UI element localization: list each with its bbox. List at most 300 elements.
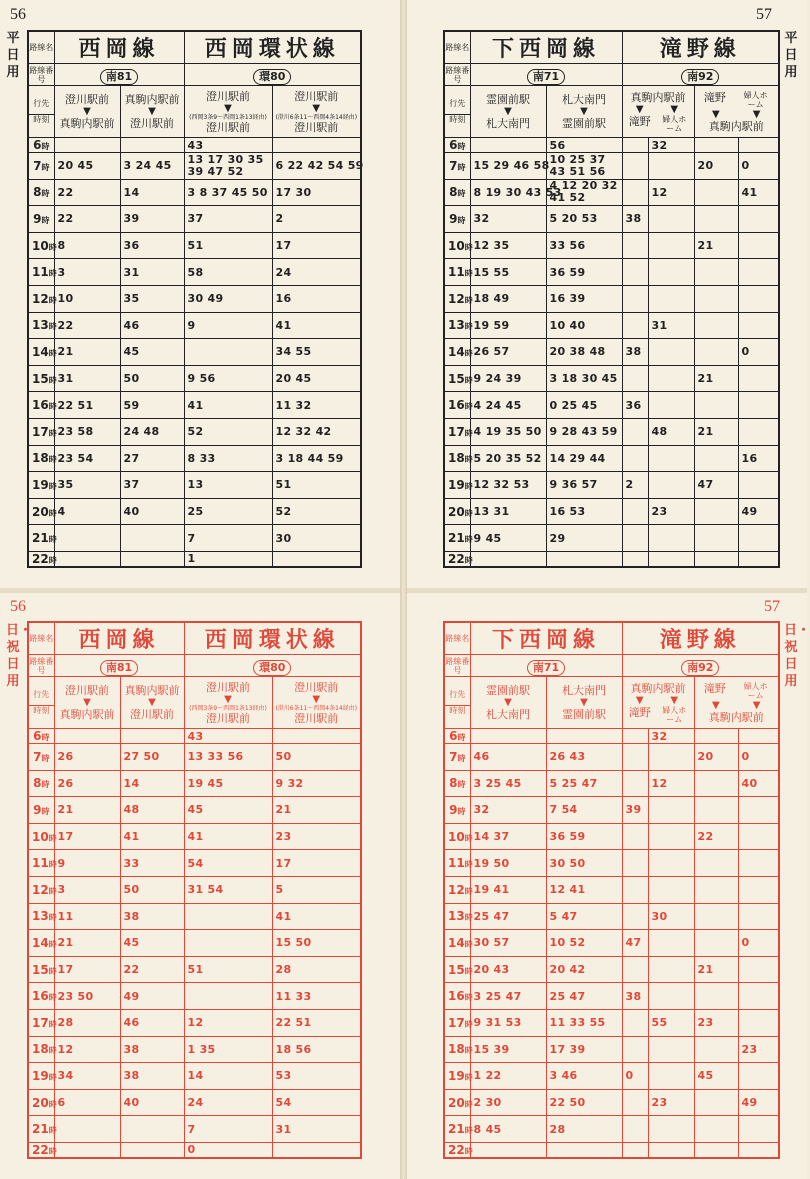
departure-minutes-cell: 26 57 (470, 339, 546, 366)
departure-minutes-cell (648, 339, 694, 366)
hour-row (444, 232, 779, 259)
departure-minutes-cell: 33 (120, 850, 184, 877)
departure-minutes-cell: 36 59 (546, 259, 622, 286)
hour-cell (28, 206, 54, 233)
hour-cell (444, 1116, 473, 1143)
direction-to: 滝野 (628, 114, 651, 128)
departure-minutes-cell: 3 8 37 45 50 (184, 179, 272, 206)
hour-suffix: 時 (48, 993, 57, 1003)
departure-minutes-cell (272, 1142, 361, 1158)
departure-minutes-cell: 30 49 (184, 285, 272, 312)
departure-minutes-cell: 17 39 (546, 1036, 622, 1063)
hour-value: 8 (33, 776, 42, 791)
departure-minutes-cell (694, 312, 738, 339)
departure-minutes-cell (738, 472, 779, 499)
holiday-label-left: 日・祝日用 (6, 623, 33, 689)
departure-minutes-cell (120, 729, 184, 744)
direction-from: 澄川駅前 (206, 680, 251, 694)
down-arrow-icon: ▼ (670, 103, 679, 115)
departure-minutes-cell (272, 551, 361, 567)
departure-minutes-cell: 49 (738, 498, 779, 525)
departure-minutes-cell: 21 (694, 232, 738, 259)
route-via-note: (西岡3条9〜西岡1条13経由) (189, 704, 267, 712)
departure-minutes-cell (738, 551, 779, 567)
departure-minutes-cell: 49 (120, 983, 184, 1010)
hour-cell (28, 472, 57, 499)
departure-minutes-cell: 5 (272, 876, 361, 903)
hour-row (444, 153, 779, 180)
hour-value: 16 (32, 989, 49, 1004)
hour-row (28, 418, 361, 445)
departure-minutes-cell (738, 365, 779, 392)
hour-suffix: 時 (48, 913, 57, 923)
departure-minutes-cell: 41 (272, 903, 361, 930)
hour-suffix: 時 (464, 242, 473, 252)
departure-minutes-cell: 9 56 (184, 365, 272, 392)
departure-minutes-cell (738, 983, 779, 1010)
hour-row (28, 392, 361, 419)
route-badge-minami71: 南71 (527, 660, 565, 676)
departure-minutes-cell (622, 232, 648, 259)
departure-minutes-cell (694, 498, 738, 525)
line-title-nishioka-loop: 西岡環状線 (184, 31, 361, 64)
hour-row (28, 744, 361, 771)
down-arrow-icon: ▼ (224, 693, 232, 705)
hour-suffix: 時 (48, 242, 57, 252)
departure-minutes-cell: 29 (546, 525, 622, 552)
departure-minutes-cell: 1 35 (184, 1036, 272, 1063)
hour-row (444, 930, 779, 957)
departure-minutes-cell: 25 47 (546, 983, 622, 1010)
departure-minutes-cell (648, 956, 694, 983)
direction-to: 札大南門 (486, 708, 530, 721)
departure-minutes-cell: 21 (54, 339, 120, 366)
departure-minutes-cell: 46 (120, 312, 184, 339)
hour-suffix: 時 (48, 455, 57, 465)
hour-suffix: 時 (457, 753, 466, 763)
departure-minutes-cell: 23 (272, 823, 361, 850)
hour-suffix: 時 (48, 1146, 57, 1156)
hour-row (28, 797, 361, 824)
hour-row (444, 206, 779, 233)
page-number-left-holiday: 56 (10, 598, 26, 615)
hour-suffix: 時 (48, 555, 57, 565)
hour-row (444, 392, 779, 419)
hour-row (444, 179, 779, 206)
direction-from: 澄川駅前 (206, 89, 251, 103)
hour-suffix: 時 (464, 939, 473, 949)
hour-row (444, 1142, 779, 1158)
departure-minutes-cell: 20 38 48 (546, 339, 622, 366)
departure-minutes-cell (648, 876, 694, 903)
hour-value: 13 (448, 318, 465, 333)
hour-suffix: 時 (464, 833, 473, 843)
hour-cell (444, 770, 470, 797)
direction-from: 霊園前駅 (486, 684, 530, 697)
hour-suffix: 時 (48, 833, 57, 843)
departure-minutes-cell (738, 876, 779, 903)
hour-value: 19 (32, 1068, 49, 1083)
departure-minutes-cell: 8 33 (184, 445, 272, 472)
direction-to: 札大南門 (486, 117, 530, 130)
departure-minutes-cell: 31 (120, 259, 184, 286)
hour-cell (444, 498, 473, 525)
hour-suffix: 時 (464, 1072, 473, 1082)
departure-minutes-cell: 21 (54, 930, 120, 957)
hour-row (28, 1116, 361, 1143)
departure-minutes-cell: 25 47 (470, 903, 546, 930)
departure-minutes-cell (622, 551, 648, 567)
departure-minutes-cell: 43 (184, 138, 272, 153)
line-title-nishioka: 西岡線 (54, 31, 184, 64)
departure-minutes-cell (738, 285, 779, 312)
departure-minutes-cell (54, 729, 120, 744)
hour-cell (28, 525, 57, 552)
departure-minutes-cell: 15 55 (470, 259, 546, 286)
departure-minutes-cell (694, 551, 738, 567)
departure-minutes-cell: 23 (738, 1036, 779, 1063)
hour-cell (444, 153, 470, 180)
departure-minutes-cell: 37 (184, 206, 272, 233)
hour-value: 11 (32, 856, 49, 871)
departure-minutes-cell: 20 42 (546, 956, 622, 983)
departure-minutes-cell: 39 (120, 206, 184, 233)
hour-row (28, 850, 361, 877)
departure-minutes-cell: 40 (120, 498, 184, 525)
hour-suffix: 時 (464, 481, 473, 491)
page-number-left: 56 (10, 6, 26, 23)
departure-minutes-cell (54, 1116, 120, 1143)
departure-minutes-cell: 13 33 56 (184, 744, 272, 771)
departure-minutes-cell: 8 (54, 232, 120, 259)
hour-cell (28, 1009, 57, 1036)
hour-value: 15 (448, 371, 465, 386)
departure-minutes-cell: 34 55 (272, 339, 361, 366)
departure-minutes-cell: 22 51 (54, 392, 120, 419)
departure-minutes-cell (694, 138, 738, 153)
hour-cell (28, 823, 57, 850)
direction-from: 婦人ホーム (743, 681, 768, 700)
route-badge-kan80: 環80 (253, 660, 291, 676)
departure-minutes-cell (694, 903, 738, 930)
hour-suffix: 時 (464, 348, 473, 358)
hour-suffix: 時 (48, 269, 57, 279)
hour-row (28, 876, 361, 903)
departure-minutes-cell (54, 1142, 120, 1158)
departure-minutes-cell: 8 19 30 43 53 (470, 179, 546, 206)
holiday-label-right: 日・祝日用 (784, 623, 810, 689)
departure-minutes-cell: 31 (648, 312, 694, 339)
hour-suffix: 時 (48, 375, 57, 385)
departure-minutes-cell (120, 525, 184, 552)
departure-minutes-cell (54, 525, 120, 552)
direction-from: 滝野 (703, 90, 726, 104)
direction-to: 真駒内駅前 (59, 117, 115, 130)
hour-row (444, 498, 779, 525)
hour-value: 12 (32, 291, 49, 306)
departure-minutes-cell (694, 850, 738, 877)
hour-suffix: 時 (48, 1019, 57, 1029)
departure-minutes-cell: 0 (184, 1142, 272, 1158)
departure-minutes-cell: 17 (272, 232, 361, 259)
departure-minutes-cell (622, 1116, 648, 1143)
departure-minutes-cell: 2 30 (470, 1089, 546, 1116)
departure-minutes-cell: 24 48 (120, 418, 184, 445)
hour-suffix: 時 (48, 1046, 57, 1056)
hour-cell (444, 876, 473, 903)
departure-minutes-cell (738, 392, 779, 419)
hour-value: 6 (33, 729, 42, 743)
departure-minutes-cell: 12 32 53 (470, 472, 546, 499)
departure-minutes-cell (738, 259, 779, 286)
departure-minutes-cell (120, 138, 184, 153)
departure-minutes-cell: 0 25 45 (546, 392, 622, 419)
hour-value: 22 (448, 551, 465, 566)
hour-suffix: 時 (464, 993, 473, 1003)
departure-minutes-cell: 3 25 47 (470, 983, 546, 1010)
departure-minutes-cell: 32 (470, 797, 546, 824)
departure-minutes-cell: 12 32 42 (272, 418, 361, 445)
direction-to: 婦人ホーム (662, 114, 687, 133)
direction-to: 霊園前駅 (562, 117, 606, 130)
departure-minutes-cell: 35 (120, 285, 184, 312)
hour-cell (444, 903, 473, 930)
hour-value: 6 (33, 138, 42, 152)
departure-minutes-cell (622, 770, 648, 797)
hour-value: 22 (32, 1142, 49, 1157)
hour-suffix: 時 (48, 535, 57, 545)
departure-minutes-cell (470, 1142, 546, 1158)
departure-minutes-cell (694, 930, 738, 957)
departure-minutes-cell: 48 (120, 797, 184, 824)
hour-cell (444, 472, 473, 499)
direction-to: 真駒内駅前 (59, 708, 115, 721)
hour-row (444, 956, 779, 983)
hour-value: 14 (32, 344, 49, 359)
hour-suffix: 時 (48, 1099, 57, 1109)
departure-minutes-cell (648, 930, 694, 957)
hour-suffix: 時 (464, 860, 473, 870)
departure-minutes-cell (648, 797, 694, 824)
departure-minutes-cell: 8 45 (470, 1116, 546, 1143)
direction-to: 澄川駅前 (294, 120, 339, 134)
departure-minutes-cell (648, 285, 694, 312)
hour-value: 15 (448, 962, 465, 977)
hour-row (444, 445, 779, 472)
hour-row (444, 983, 779, 1010)
route-via-note: (澄川6条11〜西岡4条14経由) (275, 113, 358, 121)
departure-minutes-cell (738, 206, 779, 233)
departure-minutes-cell: 22 (54, 206, 120, 233)
departure-minutes-cell (622, 498, 648, 525)
hour-row (28, 1089, 361, 1116)
hour-row (444, 1036, 779, 1063)
departure-minutes-cell: 9 (54, 850, 120, 877)
departure-minutes-cell: 45 (184, 797, 272, 824)
hour-value: 7 (449, 749, 458, 764)
departure-minutes-cell: 53 (272, 1063, 361, 1090)
hour-suffix: 時 (48, 886, 57, 896)
hour-suffix: 時 (457, 142, 466, 151)
departure-minutes-cell: 16 53 (546, 498, 622, 525)
departure-minutes-cell (738, 418, 779, 445)
hour-row (28, 138, 361, 153)
hour-value: 9 (33, 211, 42, 226)
hour-row (28, 956, 361, 983)
hour-suffix: 時 (457, 733, 466, 742)
direction-from: 札大南門 (562, 93, 606, 106)
departure-minutes-cell: 27 50 (120, 744, 184, 771)
hour-row (28, 525, 361, 552)
departure-minutes-cell (738, 797, 779, 824)
down-arrow-icon: ▼ (580, 106, 588, 117)
departure-minutes-cell: 22 51 (272, 1009, 361, 1036)
departure-minutes-cell (546, 1142, 622, 1158)
page-number-right: 57 (756, 6, 772, 23)
hour-suffix: 時 (464, 555, 473, 565)
departure-minutes-cell: 40 (738, 770, 779, 797)
departure-minutes-cell: 10 40 (546, 312, 622, 339)
down-arrow-icon: ▼ (224, 102, 232, 114)
hour-row (28, 365, 361, 392)
hour-suffix: 時 (464, 913, 473, 923)
hour-cell (444, 392, 473, 419)
down-arrow-icon: ▼ (752, 108, 761, 120)
hour-value: 18 (448, 451, 465, 466)
departure-minutes-cell (622, 525, 648, 552)
hour-suffix: 時 (464, 322, 473, 332)
hour-value: 14 (448, 344, 465, 359)
down-arrow-icon: ▼ (148, 106, 156, 117)
departure-minutes-cell: 6 22 42 54 59 (272, 153, 361, 180)
hour-row (444, 365, 779, 392)
hour-row (28, 285, 361, 312)
hour-row (444, 1063, 779, 1090)
hour-value: 17 (32, 424, 49, 439)
departure-minutes-cell (184, 983, 272, 1010)
route-name-label: 路線名 (28, 622, 54, 655)
hour-value: 16 (32, 398, 49, 413)
departure-minutes-cell: 41 (120, 823, 184, 850)
direction-from: 婦人ホーム (743, 90, 768, 109)
departure-minutes-cell: 14 29 44 (546, 445, 622, 472)
departure-minutes-cell (738, 823, 779, 850)
hour-suffix: 時 (464, 269, 473, 279)
departure-minutes-cell (738, 1009, 779, 1036)
departure-minutes-cell: 41 (184, 823, 272, 850)
hour-row (28, 232, 361, 259)
departure-minutes-cell: 54 (272, 1089, 361, 1116)
hour-value: 17 (448, 1015, 465, 1030)
hour-suffix: 時 (41, 806, 50, 816)
departure-minutes-cell (648, 850, 694, 877)
hour-cell (28, 956, 57, 983)
departure-minutes-cell: 51 (272, 472, 361, 499)
hour-value: 12 (448, 291, 465, 306)
departure-minutes-cell: 26 (54, 744, 120, 771)
departure-minutes-cell: 46 (120, 1009, 184, 1036)
departure-minutes-cell: 3 18 44 59 (272, 445, 361, 472)
departure-minutes-cell: 56 (546, 138, 622, 153)
hour-suffix: 時 (41, 215, 50, 225)
departure-minutes-cell: 15 50 (272, 930, 361, 957)
departure-minutes-cell (622, 1142, 648, 1158)
hour-cell (28, 312, 57, 339)
departure-minutes-cell: 39 (622, 797, 648, 824)
departure-minutes-cell: 19 59 (470, 312, 546, 339)
departure-minutes-cell (648, 1116, 694, 1143)
hour-row (28, 930, 361, 957)
hour-cell (28, 1063, 57, 1090)
departure-minutes-cell: 43 (184, 729, 272, 744)
hour-suffix: 時 (457, 162, 466, 172)
direction-from: 札大南門 (562, 684, 606, 697)
weekday-label-left: 平日用 (6, 31, 20, 80)
hour-cell (444, 339, 473, 366)
departure-minutes-cell (694, 179, 738, 206)
hour-row (444, 850, 779, 877)
departure-minutes-cell: 2 (622, 472, 648, 499)
hour-cell (28, 551, 57, 567)
hour-value: 13 (32, 318, 49, 333)
hour-value: 19 (448, 477, 465, 492)
hour-suffix: 時 (464, 455, 473, 465)
departure-minutes-cell (120, 1116, 184, 1143)
hour-suffix: 時 (48, 428, 57, 438)
route-number-label: 路線番号 (29, 656, 54, 675)
departure-minutes-cell (694, 770, 738, 797)
hour-suffix: 時 (464, 1046, 473, 1056)
route-badge-minami81: 南81 (100, 69, 138, 85)
departure-minutes-cell: 4 (54, 498, 120, 525)
departure-minutes-cell: 32 (648, 138, 694, 153)
direction-to: 真駒内駅前 (708, 119, 764, 133)
route-badge-minami81: 南81 (100, 660, 138, 676)
departure-minutes-cell: 47 (694, 472, 738, 499)
hour-value: 16 (448, 398, 465, 413)
departure-minutes-cell: 3 46 (546, 1063, 622, 1090)
hour-value: 10 (448, 829, 465, 844)
direction-to: 澄川駅前 (294, 711, 339, 725)
hour-row (444, 903, 779, 930)
hour-cell (28, 138, 54, 153)
departure-minutes-cell: 9 28 43 59 (546, 418, 622, 445)
direction-from: 真駒内駅前 (630, 90, 686, 104)
departure-minutes-cell (470, 138, 546, 153)
hour-cell (444, 1089, 473, 1116)
departure-minutes-cell (738, 1063, 779, 1090)
departure-minutes-cell: 3 18 30 45 (546, 365, 622, 392)
hour-row (28, 983, 361, 1010)
departure-minutes-cell: 31 (272, 1116, 361, 1143)
hour-cell (444, 445, 473, 472)
hour-suffix: 時 (41, 142, 50, 151)
departure-minutes-cell (738, 232, 779, 259)
departure-minutes-cell (738, 1142, 779, 1158)
hour-suffix: 時 (464, 1019, 473, 1029)
hour-suffix: 時 (464, 1099, 473, 1109)
departure-minutes-cell (622, 823, 648, 850)
hour-cell (28, 770, 54, 797)
departure-minutes-cell (622, 179, 648, 206)
departure-minutes-cell: 51 (184, 232, 272, 259)
hour-suffix: 時 (41, 733, 50, 742)
destination-label: 行先 (449, 690, 466, 699)
departure-minutes-cell: 22 50 (546, 1089, 622, 1116)
hour-cell (444, 179, 470, 206)
departure-minutes-cell: 21 (694, 956, 738, 983)
hour-suffix: 時 (41, 780, 50, 790)
